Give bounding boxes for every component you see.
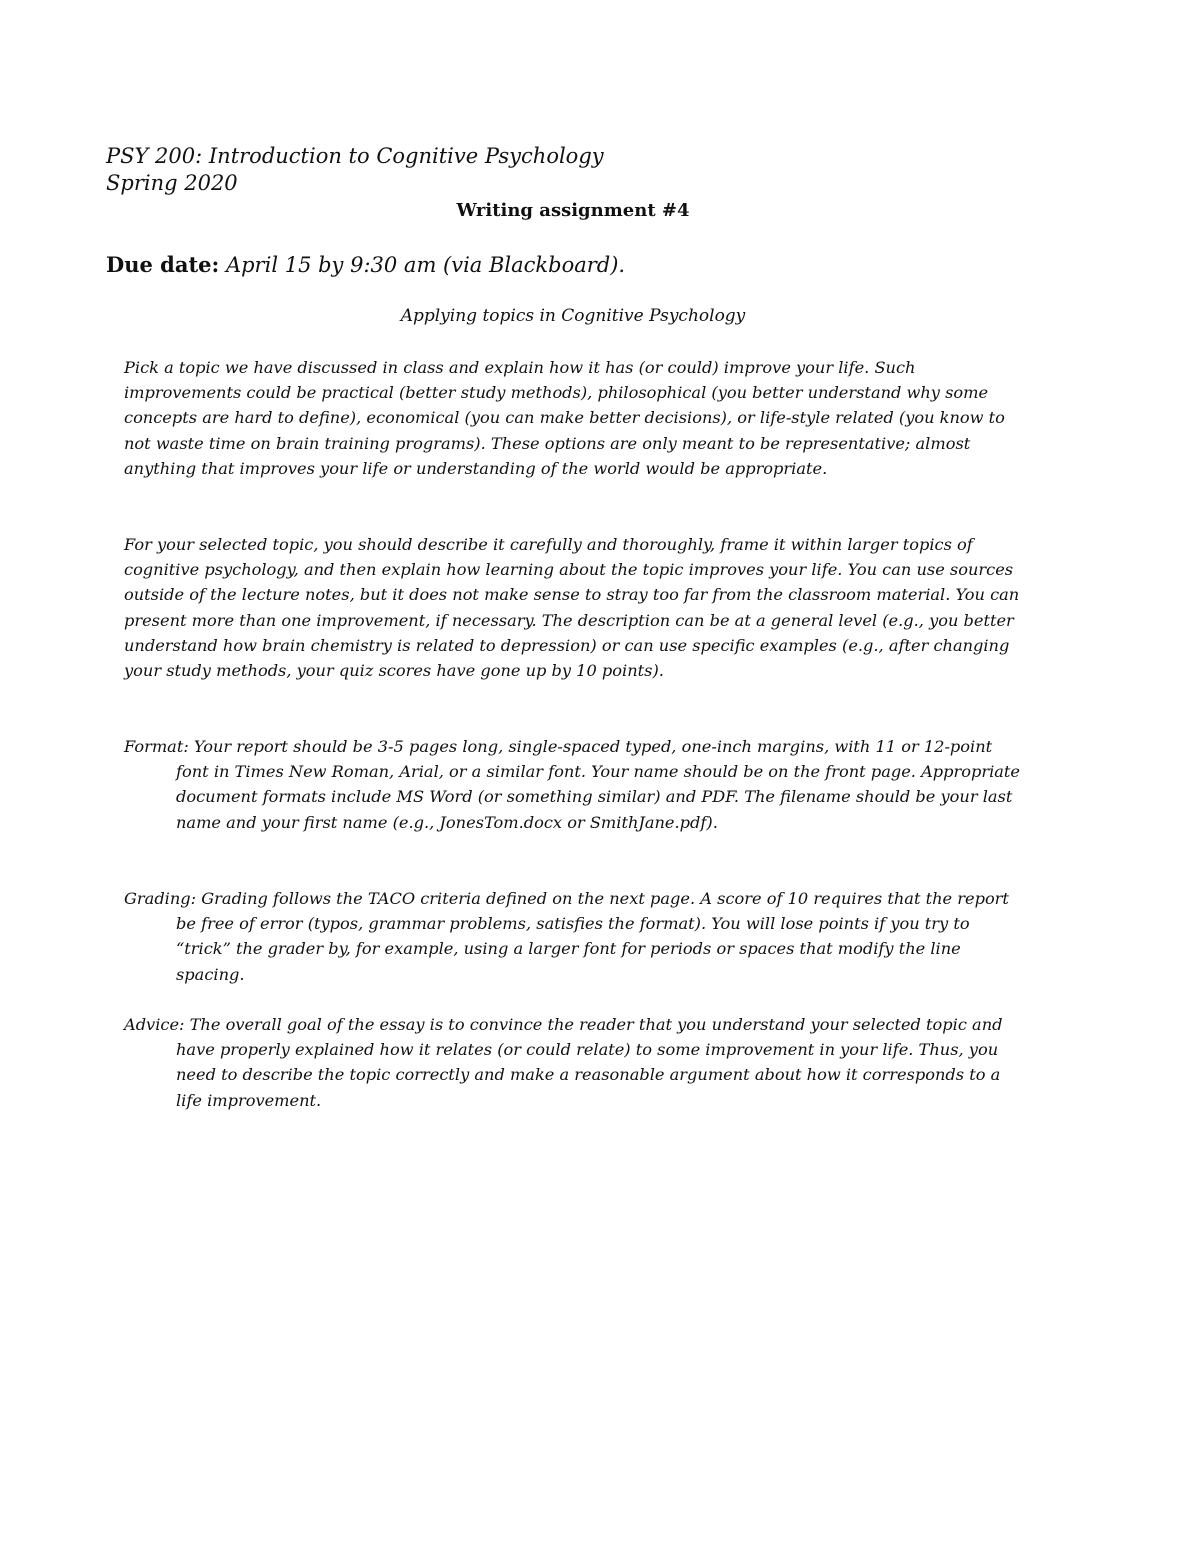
assignment-subtitle: Applying topics in Cognitive Psychology xyxy=(400,306,746,326)
description-paragraph: For your selected topic, you should describe it carefully and thoroughly, frame it within larger topics of cognitive psychology, and then explain how learning about the topic improves your life. You can use sources outside of the lecture notes, but it does not make sense to stray too far from the classroom material. You can present more than one improvement, if necessary. The description can be at a general level (e.g., you better understand how brain chemistry is related to depression) or can use specific examples (e.g., after changing your study methods, your quiz scores have gone up by 10 points). xyxy=(124,535,1020,681)
format-paragraph: Format: Your report should be 3-5 pages long, single-spaced typed, one-inch margins, with 11 or 12-point font in Times New Roman, Arial, or a similar font. Your name should be on the front page. Appropriate document formats include MS Word (or something similar) and PDF. The filename should be your last name and your first name (e.g., JonesTom.docx or SmithJane.pdf). xyxy=(124,737,1020,832)
due-date-value: April 15 by 9:30 am (via Blackboard). xyxy=(225,253,626,277)
due-date-label: Due date: xyxy=(106,252,220,277)
course-title: PSY 200: Introduction to Cognitive Psychology xyxy=(106,144,604,168)
course-term: Spring 2020 xyxy=(106,171,238,195)
assignment-title: Writing assignment #4 xyxy=(456,200,690,221)
due-date-line xyxy=(106,251,625,279)
advice-paragraph: Advice: The overall goal of the essay is to convince the reader that you understand your selected topic and have properly explained how it relates (or could relate) to some improvement in your life. Thus, you need to describe the topic correctly and make a reasonable argument about how it corresponds to a life improvement. xyxy=(124,1015,1003,1110)
intro-paragraph: Pick a topic we have discussed in class and explain how it has (or could) improve your life. Such improvements could be practical (better study methods), philosophical (you better understand why some concepts are hard to define), economical (you can make better decisions), or life-style related (you know to not waste time on brain training programs). These options are only meant to be representative; almost anything that improves your life or understanding of the world would be appropriate. xyxy=(124,358,1005,478)
grading-paragraph: Grading: Grading follows the TACO criteria defined on the next page. A score of 10 requires that the report be free of error (typos, grammar problems, satisfies the format). You will lose points if you try to “trick” the grader by, for example, using a larger font for periods or spaces that modify the line spacing. xyxy=(124,889,1009,984)
